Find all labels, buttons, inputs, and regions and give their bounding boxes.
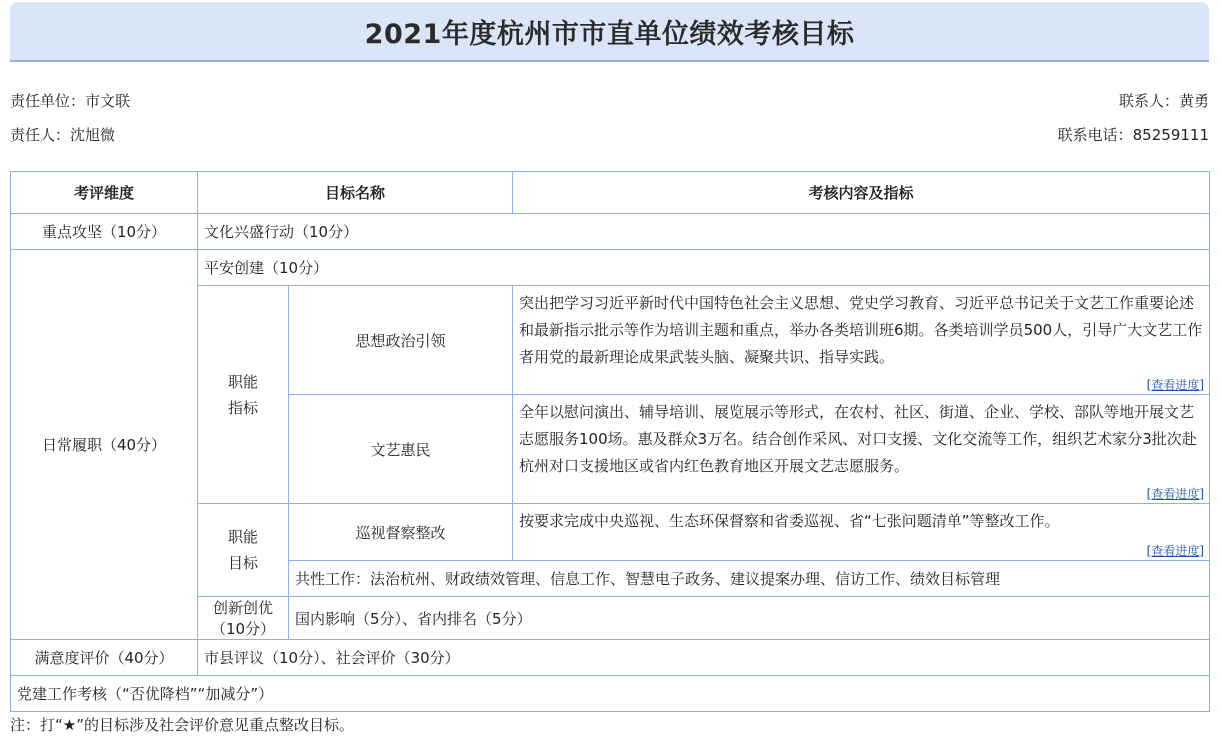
header-content: 考核内容及指标 (513, 172, 1210, 214)
header-dimension: 考评维度 (11, 172, 198, 214)
dimension-innovation: 创新创优（10分） (198, 597, 289, 640)
table-row-party (11, 676, 1210, 712)
target-safety: 平安创建（10分） (198, 250, 1210, 286)
phone-label: 联系电话： (1057, 126, 1133, 144)
content-arts (513, 395, 1210, 504)
view-progress-link-inspection[interactable]: [查看进度] (1146, 544, 1205, 558)
contact-person (1119, 90, 1209, 111)
unit-value: 市文联 (85, 92, 131, 110)
func-target-line-1: 职能 (227, 528, 258, 546)
target-innovation: 国内影响（5分）、省内排名（5分） (289, 597, 1210, 640)
footnote: 注：打“★”的目标涉及社会评价意见重点整改目标。 (10, 716, 354, 734)
target-inspection: 巡视督察整改 (289, 504, 513, 561)
title-bar (10, 2, 1209, 62)
responsible-unit (10, 90, 130, 111)
func-indicator-label (198, 286, 289, 504)
view-progress-link-arts[interactable]: [查看进度] (1146, 487, 1205, 501)
page-title: 2021年度杭州市市直单位绩效考核目标 (364, 18, 855, 50)
table-row-satisfaction (11, 640, 1210, 676)
person-label: 责任人： (10, 126, 71, 144)
content-ideology-text: 突出把学习习近平新时代中国特色社会主义思想、党史学习教育、习近平总书记关于文艺工作重要论述和最新指示批示等作为培训主题和重点，举办各类培训班6期。各类培训学员500人，引导广大文艺工作者用党的最新理论成果武装头脑、凝聚共识、指导实践。 (519, 294, 1203, 366)
person-value: 沈旭微 (70, 126, 116, 144)
contact-label: 联系人： (1118, 92, 1179, 110)
target-satisfaction: 市县评议（10分）、社会评价（30分） (198, 640, 1210, 676)
contact-value: 黄勇 (1178, 92, 1209, 110)
func-target-line-2: 目标 (227, 554, 258, 572)
target-ideology: 思想政治引领 (289, 286, 513, 395)
unit-label: 责任单位： (10, 92, 86, 110)
dimension-satisfaction: 满意度评价（40分） (11, 640, 198, 676)
func-target-label (198, 504, 289, 597)
table-row-focus (11, 214, 1210, 250)
dimension-focus: 重点攻坚（10分） (11, 214, 198, 250)
table-header-row (11, 172, 1210, 214)
common-work: 共性工作：法治杭州、财政绩效管理、信息工作、智慧电子政务、建议提案办理、信访工作、绩效目标管理 (289, 561, 1210, 597)
func-indicator-line-1: 职能 (227, 372, 258, 391)
header-target-name: 目标名称 (198, 172, 513, 214)
view-progress-link-ideology[interactable]: [查看进度] (1146, 378, 1205, 392)
contact-phone (1058, 124, 1209, 145)
target-focus: 文化兴盛行动（10分） (198, 214, 1210, 250)
func-indicator-line-2: 指标 (227, 398, 258, 417)
table-row-daily-safety (11, 250, 1210, 286)
phone-value: 85259111 (1132, 126, 1209, 144)
target-arts: 文艺惠民 (289, 395, 513, 504)
responsible-person (10, 124, 115, 145)
dimension-daily: 日常履职（40分） (11, 250, 198, 640)
content-arts-text: 全年以慰问演出、辅导培训、展览展示等形式，在农村、社区、街道、企业、学校、部队等地开展文艺志愿服务100场。惠及群众3万名。结合创作采风、对口支援、文化交流等工作，组织艺术家分3批次赴杭州对口支援地区或省内红色教育地区开展文艺志愿服务。 (519, 403, 1197, 475)
party-building: 党建工作考核（“否优降档”“加减分”） (11, 676, 1210, 712)
content-inspection (513, 504, 1210, 561)
content-inspection-text: 按要求完成中央巡视、生态环保督察和省委巡视、省“七张问题清单”等整改工作。 (519, 512, 1060, 530)
content-ideology (513, 286, 1210, 395)
assessment-table (10, 171, 1210, 712)
